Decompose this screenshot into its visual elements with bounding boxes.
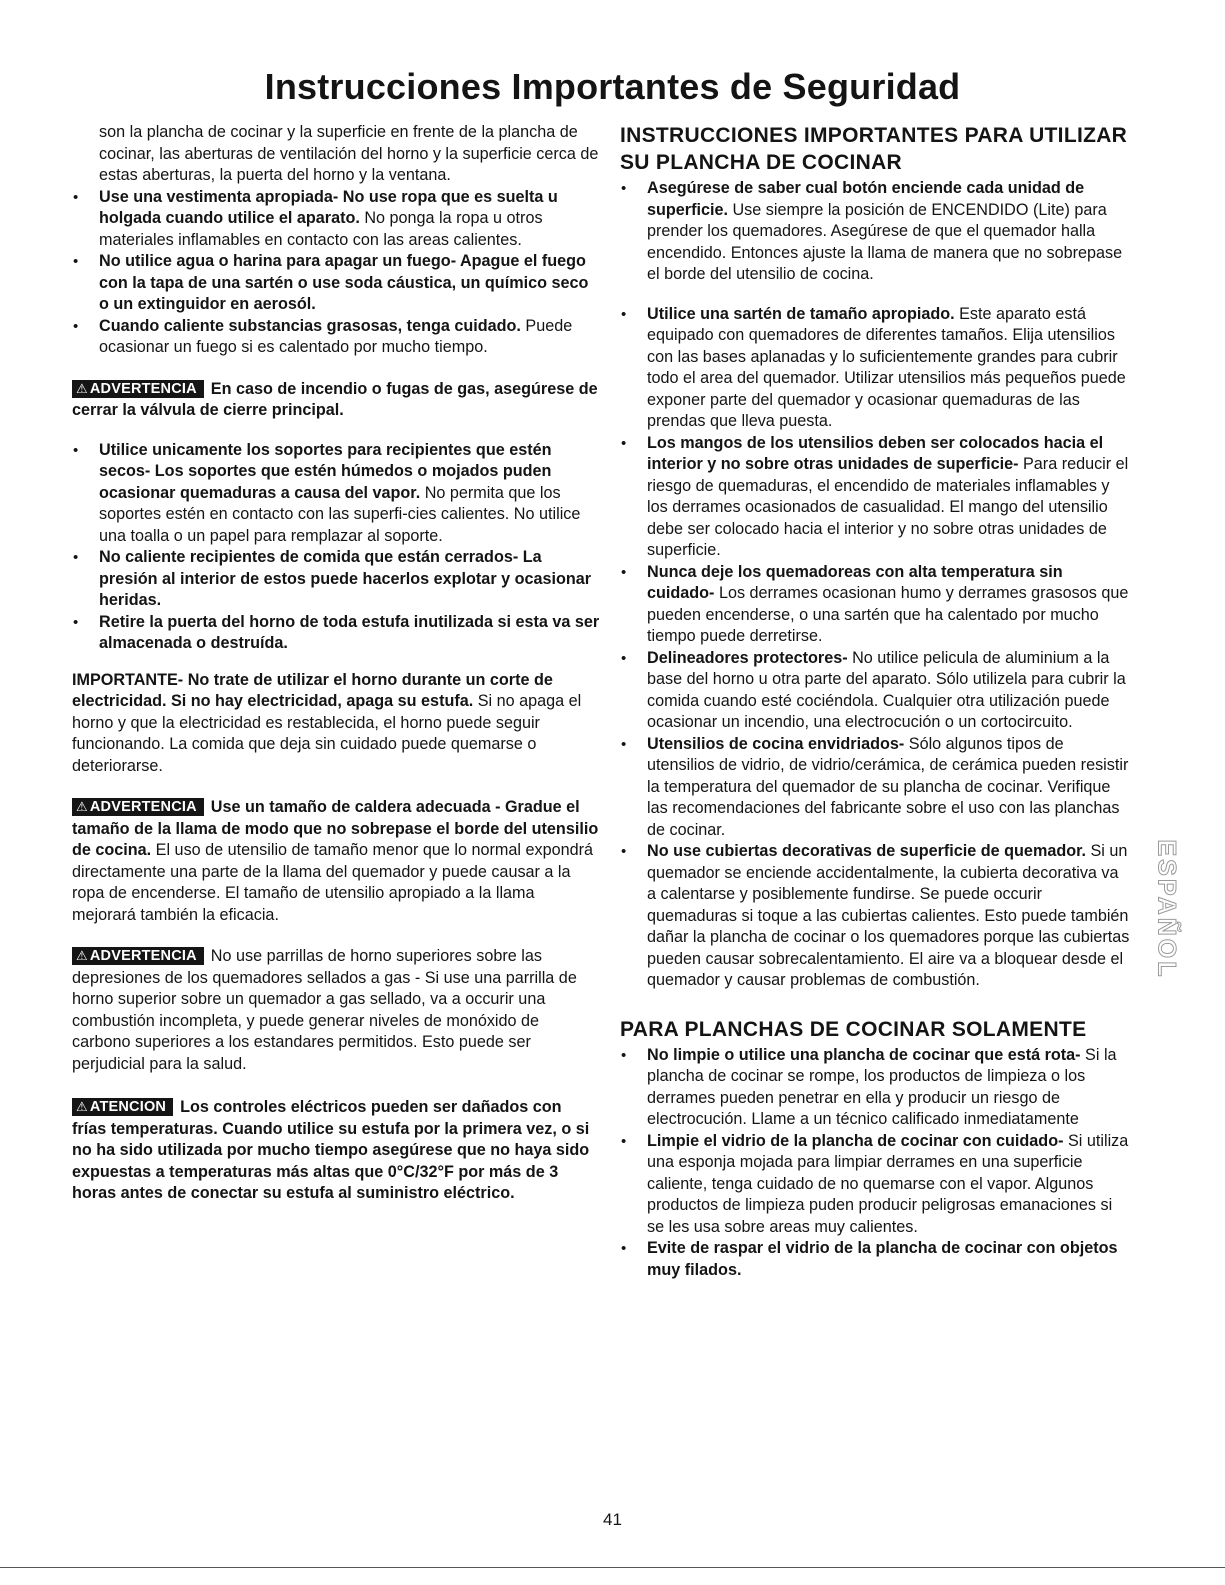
item-bold: Evite de raspar el vidrio de la plancha de cocinar con objetos muy filados. (647, 1239, 1118, 1279)
important-bold: IMPORTANTE- No trate de utilizar el horno durante un corte de electricidad. Si no hay electricidad, apaga su estufa. (72, 670, 553, 710)
list-item (72, 316, 600, 359)
intro-text: son la plancha de cocinar y la superficie en frente de la plancha de cocinar, las aberturas de ventilación del horno y la superficie cerca de estas aberturas, la puerta del horno y la ventana. (99, 123, 599, 184)
warning-badge (72, 947, 204, 965)
right-column (620, 122, 1132, 1281)
item-bold: Cuando caliente substancias grasosas, tenga cuidado. (99, 316, 521, 335)
language-side-tab (1142, 840, 1190, 978)
item-bold: No caliente recipientes de comida que están cerrados- La presión al interior de estos puede hacerlos explotar y ocasionar heridas. (99, 548, 592, 609)
item-bold: Utilice unicamente los soportes para recipientes que estén secos- Los soportes que estén húmedos o mojados puden ocasionar quemaduras a causa del vapor. (99, 440, 552, 502)
section-heading-cooktop: INSTRUCCIONES IMPORTANTES PARA UTILIZAR SU PLANCHA DE COCINAR (620, 124, 1128, 174)
warning-badge-label: ADVERTENCIA (89, 380, 197, 397)
list-item (620, 304, 1132, 433)
page-title: Instrucciones Importantes de Seguridad (264, 66, 961, 107)
item-text: Si la plancha de cocinar se rompe, los productos de limpieza o los derrames pueden penetrar en ella y producir un riesgo de electrocución. Llame a un técnico calificado inmediatamente (647, 1045, 1117, 1128)
warning-oven-racks (72, 946, 600, 1075)
list-item (72, 547, 600, 612)
caution-electric-controls (72, 1097, 600, 1205)
section-heading-cooktops-only: PARA PLANCHAS DE COCINAR SOLAMENTE (620, 1017, 1087, 1041)
item-bold: Asegúrese de saber cual botón enciende cada unidad de superficie. (647, 179, 1085, 219)
caution-badge (72, 1098, 173, 1116)
item-bold: Utensilios de cocina envidriados- (647, 734, 905, 753)
item-bold: Limpie el vidrio de la plancha de cocinar con cuidado- (647, 1131, 1064, 1150)
warning-gas-leak (72, 379, 600, 422)
item-text: Los derrames ocasionan humo y derrames grasosos que pueden encenderse, o una sartén que ha calentado por mucho tiempo puede derretirse. (647, 584, 1129, 645)
pot-holder-list (72, 440, 600, 655)
item-text: Sólo algunos tipos de utensilios de vidrio, de vidrio/cerámica, de cerámica pueden resistir la temperatura del quemador de su plancha de cocinar. Verifique las recomendaciones del fabricante sobre el uso con las planchas de cocinar. (647, 734, 1129, 839)
warning-badge (72, 380, 204, 398)
warning-text: No use parrillas de horno superiores sobre las depresiones de los quemadores sellados a gas - Si use una parrilla de horno superior sobre un quemador a gas sellado, va a occurir una combustión incompleta, y puede generar niveles de monóxido de carbono superiores a los estandares permitidos. Esto puede ser perjudicial para la salud. (72, 947, 577, 1073)
list-item (620, 433, 1132, 562)
item-bold: Use una vestimenta apropiada- No use ropa que es suelta u holgada cuando utilice el aparato. (99, 187, 558, 227)
item-text: Si utiliza una esponja mojada para limpiar derrames en una superficie caliente, tenga cuidado de no quemarse con el vapor. Algunos productos de limpieza puden producir peligrosas emanaciones si se les usa sobre areas muy calientes. (647, 1131, 1129, 1236)
list-item (72, 612, 600, 655)
warning-badge-label: ADVERTENCIA (89, 799, 197, 815)
caution-badge-label: ATENCION (89, 1099, 167, 1115)
language-label: ESPAÑOL (1152, 839, 1181, 979)
item-bold: No utilice agua o harina para apagar un fuego- Apague el fuego con la tapa de una sartén o use soda cáustica, un químico seco o un extinguidor en aerosól. (99, 252, 589, 313)
list-item (620, 178, 1132, 286)
item-bold: Utilice una sartén de tamaño apropiado. (647, 304, 955, 323)
item-text: Este aparato está equipado con quemadores de diferentes tamaños. Elija utensilios con las bases aplanadas y lo suficientemente grandes para cubrir todo el area del quemador. Utilizar utensilios más pequeños puede exponer parte del quemador y ocasionar quemaduras de las prendas que lleva puesta. (647, 304, 1126, 430)
item-text: Si un quemador se enciende accidentalmente, la cubierta decorativa va a calentarse y posiblemente fundirse. Se puede occurir quemaduras si toque a las cubiertas calientes. Esto puede también dañar la plancha de cocinar o los quemadores porque las cubiertas pueden causar sobrecalentamiento. El aire va a bloquear desde el quemador y causar problemas de combustión. (647, 842, 1130, 989)
list-item (72, 251, 600, 316)
item-bold: Delineadores protectores- (647, 648, 848, 667)
warning-triangle-icon: ⚠ (76, 948, 88, 963)
list-item (620, 648, 1132, 734)
item-bold: Los mangos de los utensilios deben ser colocados hacia el interior y no sobre otras unidades de superficie- (647, 433, 1104, 473)
important-text: Si no apaga el horno y que la electricidad es restablecida, el horno puede seguir funcionando. La comida que deja sin cuidado puede quemarse o deteriorarse. (72, 692, 582, 775)
warning-text: El uso de utensilio de tamaño menor que lo normal expondrá directamente una parte de la llama del quemador y puede causar a la ropa de encenderse. El tamaño de utensilio apropiado a la llama mejorará también la eficacia. (72, 841, 594, 924)
item-text: Para reducir el riesgo de quemaduras, el encendido de materiales inflamables y los derrames ocasionados de casualidad. El mango del utensilio debe ser colocado hacia el interior y no sobre otras unidades de superficie. (647, 455, 1129, 559)
bottom-divider (0, 1567, 1225, 1568)
item-text: No ponga la ropa u otros materiales inflamables en contacto con las areas calientes. (99, 209, 543, 249)
warning-pan-size (72, 797, 600, 926)
warning-triangle-icon: ⚠ (76, 380, 88, 396)
item-text: No utilice pelicula de aluminium a la base del horno u otra parte del aparato. Sólo utilizela para cubrir la comida cuando esté cociéndola. Cualquier otra utilización puede ocasionar un incendio, una electrocución o un cortocircuito. (647, 648, 1126, 731)
list-item (620, 1238, 1132, 1281)
list-item (72, 440, 600, 548)
fire-safety-list (72, 187, 600, 359)
item-bold: No limpie o utilice una plancha de cocinar que está rota- (647, 1045, 1081, 1064)
list-item (620, 734, 1132, 842)
item-bold: Nunca deje los quemadoreas con alta temperatura sin cuidado- (647, 562, 1063, 602)
warning-badge-label: ADVERTENCIA (89, 948, 197, 964)
list-item (620, 1131, 1132, 1239)
important-notice (72, 670, 600, 778)
list-item (620, 841, 1132, 992)
cooktops-only-list (620, 1045, 1132, 1282)
list-item (72, 187, 600, 252)
item-text: No permita que los soportes estén en contacto con las superfi-cies calientes. No utilice una toalla o un papel para remplazar al soporte. (99, 483, 581, 545)
warning-badge (72, 798, 204, 816)
page-number: 41 (603, 1510, 622, 1529)
item-bold: Retire la puerta del horno de toda estufa inutilizada si esta va ser almacenada o destruída. (99, 612, 600, 652)
item-text: Puede ocasionar un fuego si es calentado por mucho tiempo. (99, 316, 573, 356)
list-item (620, 1045, 1132, 1131)
warning-bold: En caso de incendio o fugas de gas, asegúrese de cerrar la válvula de cierre principal. (72, 379, 598, 419)
warning-bold: Use un tamaño de caldera adecuada - Gradue el tamaño de la llama de modo que no sobrepase el borde del utensilio de cocina. (72, 798, 599, 859)
warning-triangle-icon: ⚠ (76, 1099, 88, 1114)
caution-bold: Los controles eléctricos pueden ser dañados con frías temperaturas. Cuando utilice su estufa por la primera vez, o si no ha sido utilizada por mucho tiempo asegúrese que no haya sido expuestas a temperaturas más altas que 0°C/32°F por más de 3 horas antes de conectar su estufa al suministro eléctrico. (72, 1098, 590, 1202)
list-item (620, 562, 1132, 648)
item-bold: No use cubiertas decorativas de superficie de quemador. (647, 842, 1087, 860)
item-text: Use siempre la posición de ENCENDIDO (Lite) para prender los quemadores. Asegúrese de que el quemador halla encendido. Entonces ajuste la llama de manera que no sobrepase el borde del utensilio de cocina. (647, 200, 1123, 283)
cooktop-list (620, 178, 1132, 992)
left-column (72, 122, 600, 1205)
warning-triangle-icon: ⚠ (76, 799, 88, 814)
